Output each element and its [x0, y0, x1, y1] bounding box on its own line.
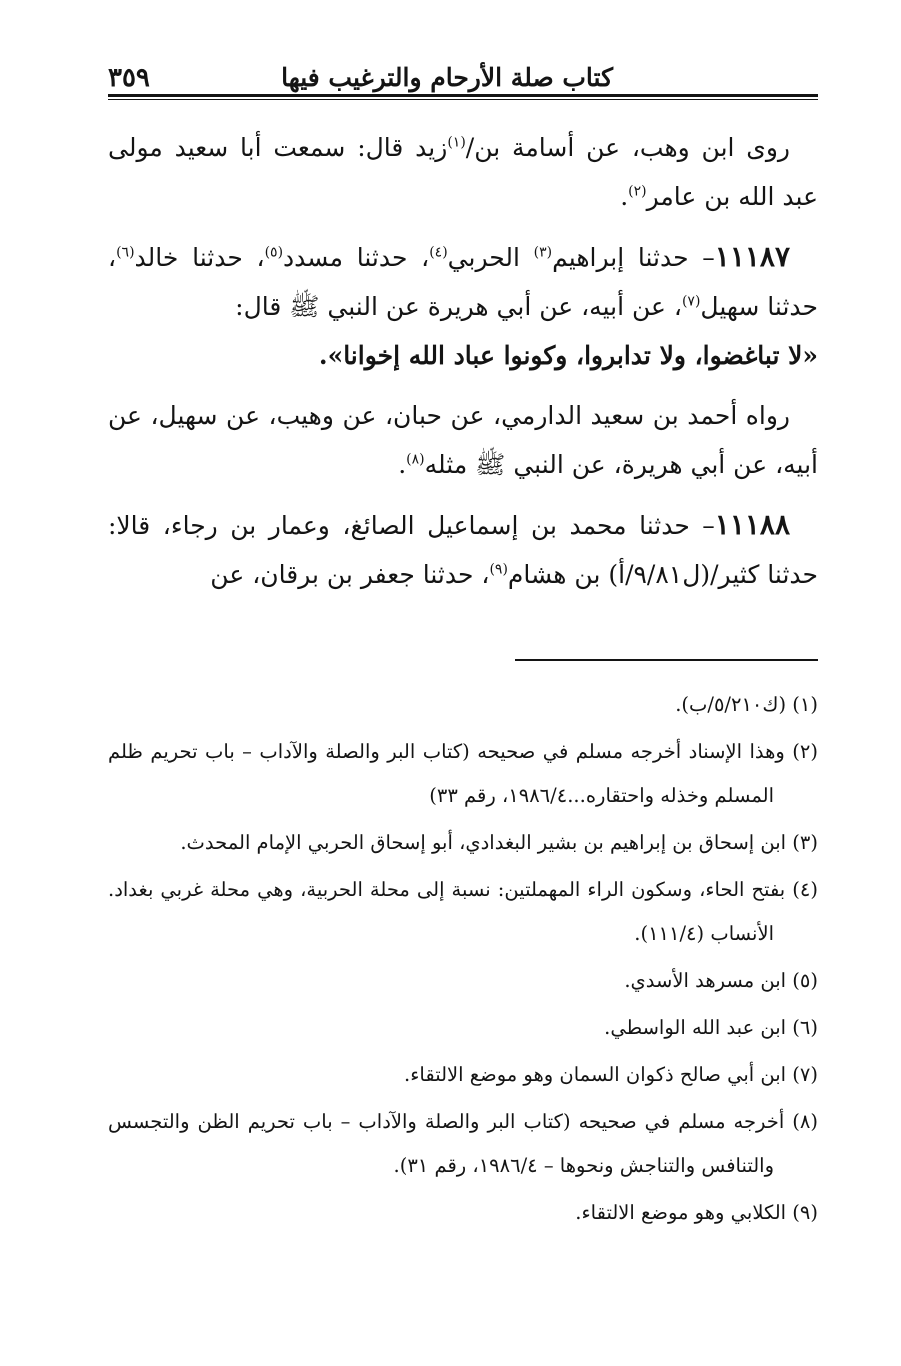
text-run: رواه أحمد بن سعيد الدارمي، عن حبان، عن وهيب، عن سهيل، عن أبيه، عن أبي هريرة، عن النبي ﷺ مثله: [108, 401, 818, 479]
text-run: ، حدثنا جعفر بن برقان، عن: [210, 560, 490, 589]
footnote-marker: (٦): [792, 1016, 818, 1039]
text-run: – حدثنا محمد بن إسماعيل الصائغ، وعمار بن رجاء، قالا: حدثنا كثير/(ل٩/٨١/أ) بن هشام: [108, 511, 818, 589]
footnote-ref-2: (٢): [628, 183, 647, 200]
hadith-1187: [108, 232, 818, 380]
page-number: ٣٥٩: [108, 63, 150, 93]
footnote: [108, 868, 818, 956]
footnote-text: (ك٥/٢١٠/ب).: [675, 693, 787, 716]
footnote-text: ابن مسرهد الأسدي.: [624, 969, 787, 992]
footnote-marker: (٧): [792, 1063, 818, 1086]
text-run: الحربي: [447, 243, 534, 272]
footnote-marker: (٤): [792, 878, 818, 901]
footnote: [108, 1006, 818, 1050]
hadith-number: ١١١٨٧: [714, 240, 790, 273]
footnote-ref-1: (١): [447, 134, 466, 151]
text-run: .: [620, 182, 629, 211]
footnote-ref-3: (٣): [533, 244, 553, 261]
footnote-ref-9: (٩): [489, 561, 508, 578]
footnote-text: ابن عبد الله الواسطي.: [604, 1016, 787, 1039]
text-run: روى ابن وهب، عن أسامة بن/: [465, 133, 790, 162]
footnote-text: الكلابي وهو موضع الالتقاء.: [575, 1201, 787, 1224]
footnote-ref-5: (٥): [264, 244, 284, 261]
footnote-marker: (٢): [792, 740, 818, 763]
footnote: [108, 683, 818, 727]
footnote-text: ابن أبي صالح ذكوان السمان وهو موضع الالتقاء.: [404, 1063, 787, 1086]
page-header: [108, 62, 818, 94]
text-run: ، حدثنا سهيل: [108, 243, 818, 321]
footnote-text: وهذا الإسناد أخرجه مسلم في صحيحه (كتاب البر والصلة والآداب – باب تحريم ظلم المسلم وخذله واحتقاره...١٩٨٦/٤، رقم ٣٣): [108, 740, 785, 807]
footnote-ref-6: (٦): [116, 244, 135, 261]
header-rule-thin: [108, 99, 818, 100]
footnote-ref-7: (٧): [681, 293, 701, 310]
header-rule-thick: [108, 94, 818, 97]
footnote-ref-8: (٨): [406, 451, 425, 468]
footnote: [108, 1053, 818, 1097]
footnote-separator: [515, 659, 818, 661]
text-run: .: [398, 450, 407, 479]
text-run: زيد قال: سمعت أبا سعيد مولى عبد الله بن عامر: [108, 133, 818, 211]
main-text: [108, 123, 818, 610]
text-run: ، عن أبيه، عن أبي هريرة عن النبي ﷺ قال:: [235, 292, 682, 321]
footnote: [108, 821, 818, 865]
footnote: [108, 959, 818, 1003]
text-run: ، حدثنا خالد: [134, 243, 265, 272]
footnote-text: بفتح الحاء، وسكون الراء المهملتين: نسبة إلى محلة الحربية، وهي محلة غربي بغداد. الأنساب (١١١/٤).: [108, 878, 786, 945]
paragraph-narration: [108, 123, 818, 221]
footnotes: [108, 683, 818, 1238]
hadith-1188: [108, 500, 818, 599]
footnote-text: أخرجه مسلم في صحيحه (كتاب البر والصلة والآداب – باب تحريم الظن والتجسس والتنافس والتناجش ونحوها – ١٩٨٦/٤، رقم ٣١).: [108, 1110, 785, 1177]
text-run: – حدثنا إبراهيم: [552, 243, 715, 272]
footnote-ref-4: (٤): [429, 244, 448, 261]
footnote-marker: (٨): [792, 1110, 818, 1133]
text-run: ، حدثنا مسدد: [283, 243, 430, 272]
footnote: [108, 1100, 818, 1188]
paragraph-narration-2: [108, 391, 818, 489]
hadith-number: ١١١٨٨: [714, 508, 790, 541]
footnote-marker: (١): [792, 693, 818, 716]
footnote: [108, 730, 818, 818]
footnote-text: ابن إسحاق بن إبراهيم بن بشير البغدادي، أبو إسحاق الحربي الإمام المحدث.: [180, 831, 787, 854]
footnote-marker: (٣): [792, 831, 818, 854]
footnote: [108, 1191, 818, 1235]
footnote-marker: (٩): [792, 1201, 818, 1224]
hadith-quote: «لا تباغضوا، ولا تدابروا، وكونوا عباد الله إخوانا».: [318, 341, 818, 370]
running-title: كتاب صلة الأرحام والترغيب فيها: [281, 63, 613, 92]
footnote-marker: (٥): [792, 969, 818, 992]
